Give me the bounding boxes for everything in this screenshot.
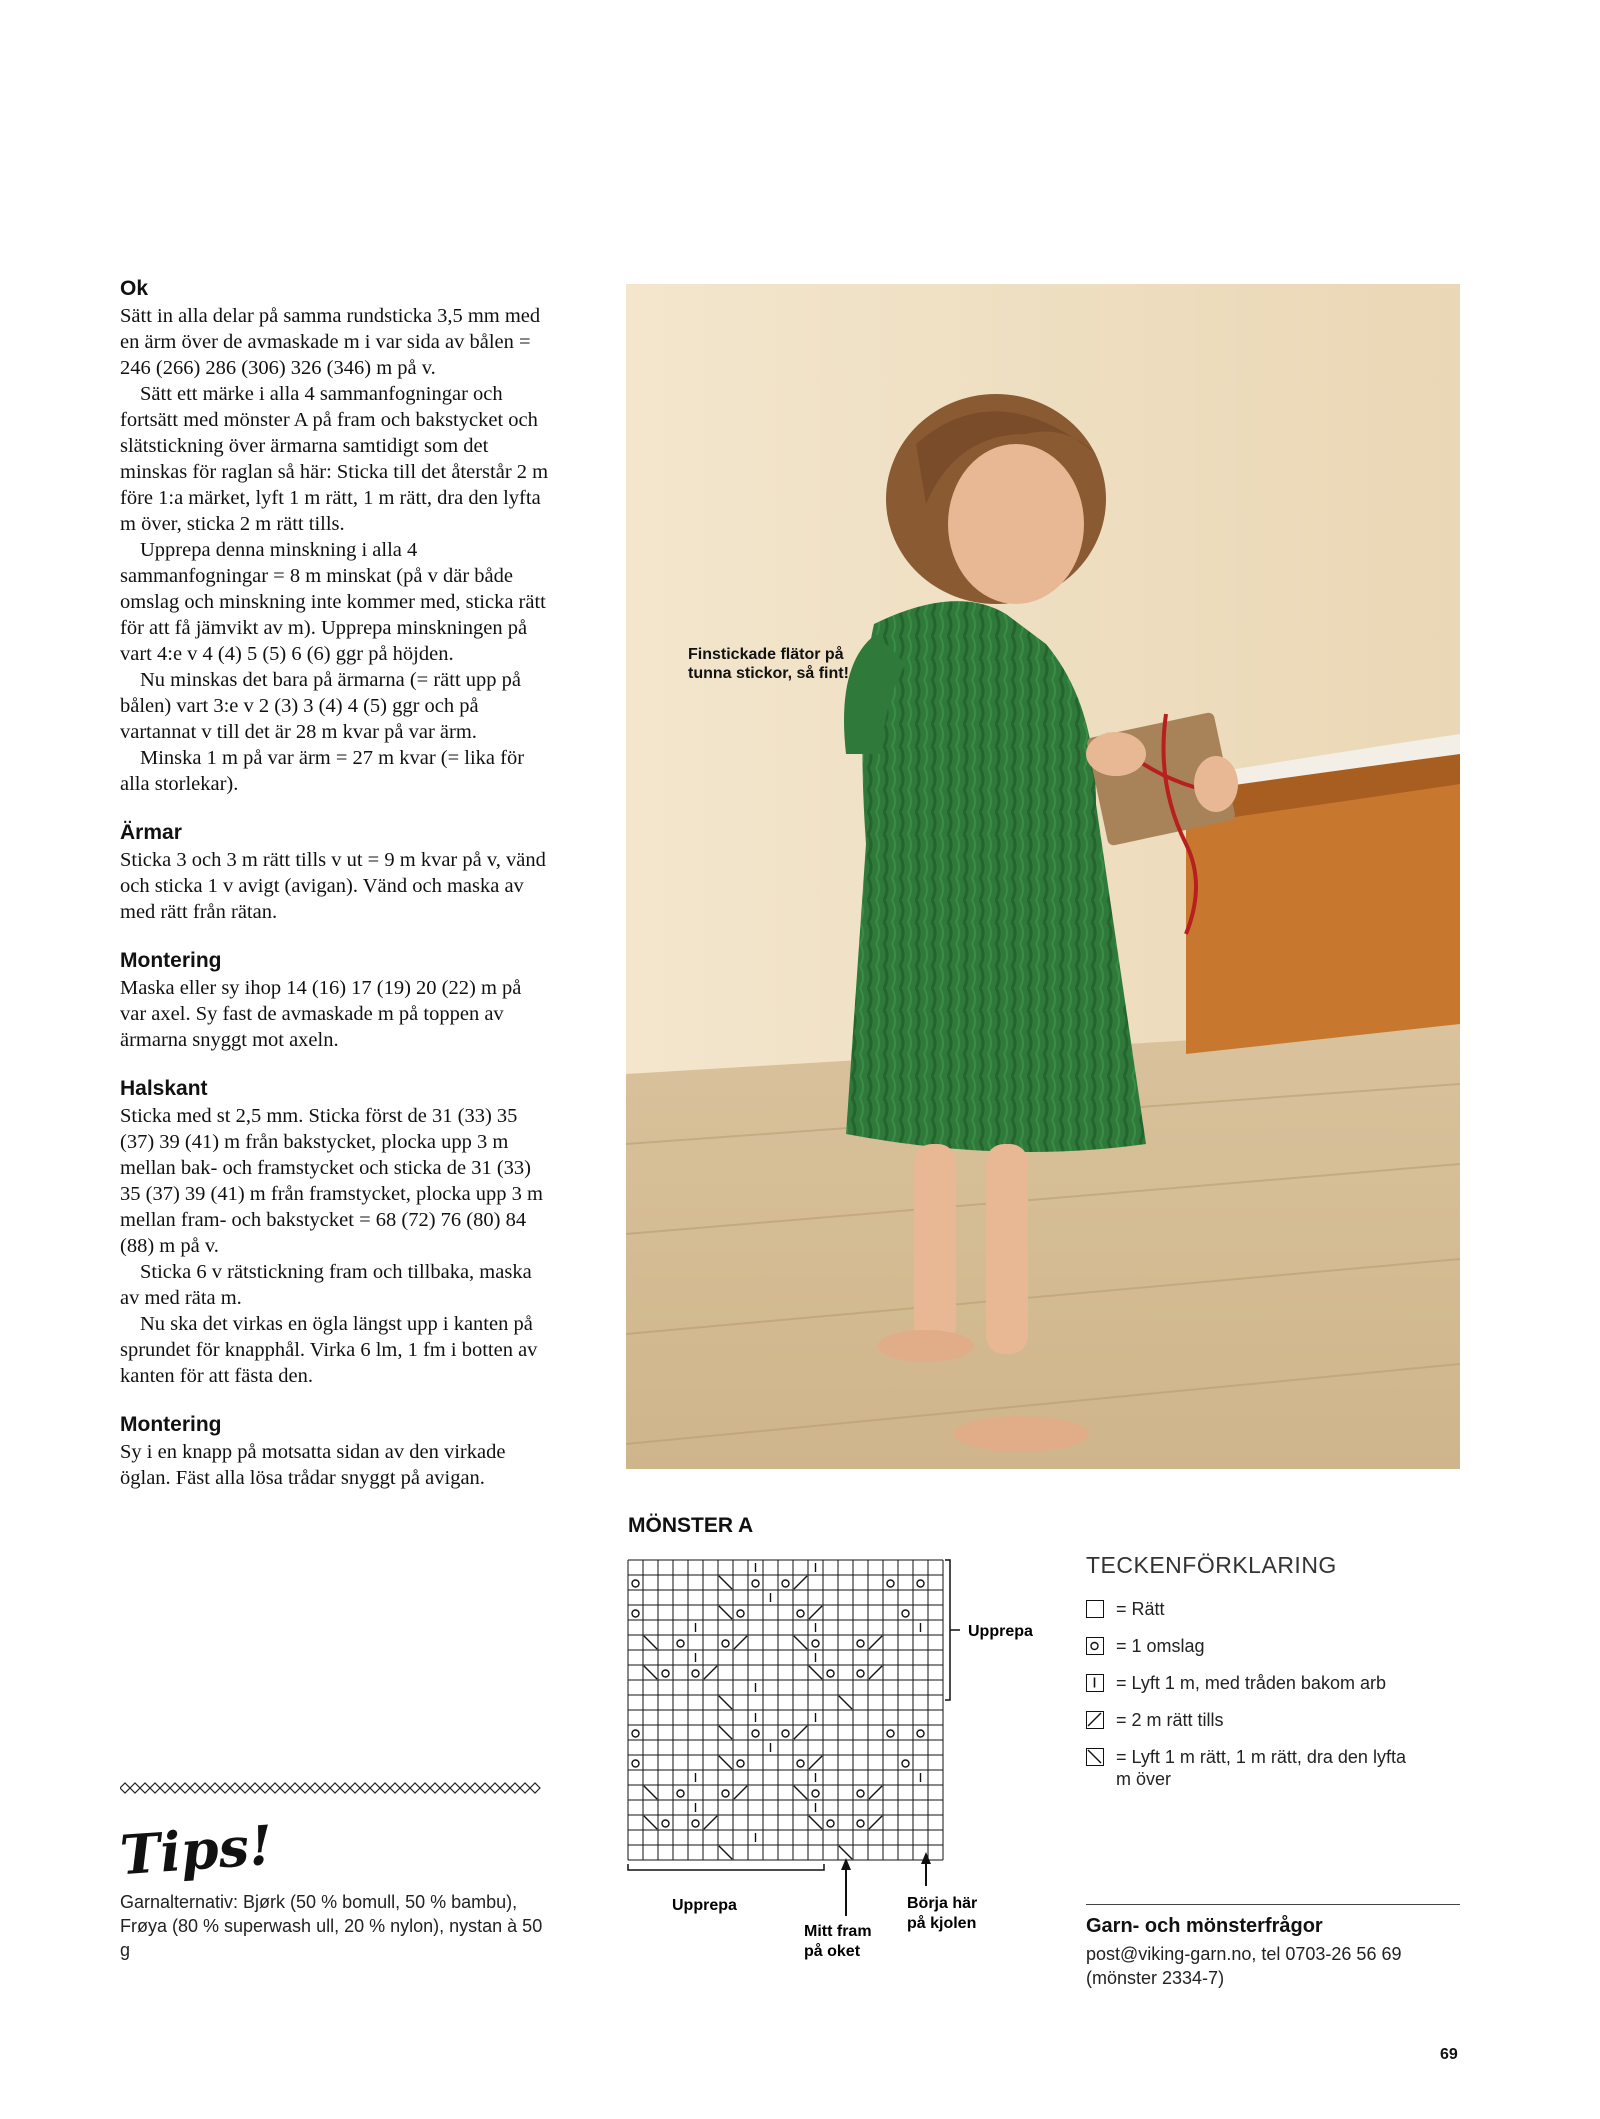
divider-diamond bbox=[190, 1783, 200, 1793]
divider-diamond bbox=[480, 1783, 490, 1793]
k2tog-symbol bbox=[794, 1726, 807, 1739]
legend-text: = Lyft 1 m rätt, 1 m rätt, dra den lyfta m över bbox=[1116, 1747, 1406, 1789]
skp-symbol bbox=[719, 1756, 732, 1769]
k2tog-symbol bbox=[869, 1816, 882, 1829]
divider-diamond bbox=[420, 1783, 430, 1793]
paragraph: Sticka 3 och 3 m rätt tills v ut = 9 m kvar på v, vänd och sticka 1 v avigt (avigan). Vänd och maska av med rätt från rätan. bbox=[120, 849, 546, 923]
label-borja-har-1: Börja här bbox=[907, 1895, 978, 1912]
yarn-over-symbol bbox=[857, 1820, 864, 1827]
divider-diamond bbox=[490, 1783, 500, 1793]
divider-diamond bbox=[460, 1783, 470, 1793]
bar-square-icon bbox=[1086, 1674, 1104, 1692]
yarn-over-symbol bbox=[917, 1730, 924, 1737]
legend-item-omslag bbox=[1086, 1635, 1406, 1657]
slash-square-icon bbox=[1086, 1711, 1104, 1729]
divider-diamond bbox=[370, 1783, 380, 1793]
divider-diamond bbox=[350, 1783, 360, 1793]
divider-diamond bbox=[260, 1783, 270, 1793]
skp-symbol bbox=[794, 1636, 807, 1649]
instructions-column bbox=[120, 275, 550, 1491]
page-number: 69 bbox=[1440, 2046, 1458, 2063]
contact-divider bbox=[1086, 1904, 1460, 1905]
divider-diamond bbox=[390, 1783, 400, 1793]
k2tog-symbol bbox=[809, 1756, 822, 1769]
yarn-over-symbol bbox=[812, 1640, 819, 1647]
yarn-over-symbol bbox=[917, 1580, 924, 1587]
label-upprepa-bottom: Upprepa bbox=[672, 1897, 737, 1914]
photo-caption: Finstickade flätor på tunna stickor, så fint! bbox=[688, 646, 849, 682]
yarn-over-symbol bbox=[662, 1670, 669, 1677]
label-upprepa-right: Upprepa bbox=[968, 1623, 1033, 1640]
legend-item-lyft-dra-over bbox=[1086, 1746, 1406, 1790]
k2tog-symbol bbox=[704, 1816, 717, 1829]
yarn-over-symbol bbox=[797, 1610, 804, 1617]
skp-symbol bbox=[719, 1846, 732, 1859]
yarn-over-symbol bbox=[857, 1670, 864, 1677]
divider-diamond bbox=[250, 1783, 260, 1793]
divider-diamond bbox=[270, 1783, 280, 1793]
skp-symbol bbox=[644, 1636, 657, 1649]
divider-diamond bbox=[130, 1783, 140, 1793]
section-title: Halskant bbox=[120, 1077, 208, 1100]
diamond-divider bbox=[120, 1781, 545, 1795]
paragraph: Sätt in alla delar på samma rundsticka 3,5 mm med en ärm över de avmaskade m i var sida av bålen = 246 (266) 286 (306) 326 (346) m på v. bbox=[120, 305, 541, 379]
section-armar bbox=[120, 819, 550, 925]
skp-symbol bbox=[719, 1576, 732, 1589]
skp-symbol bbox=[809, 1666, 822, 1679]
yarn-over-symbol bbox=[677, 1640, 684, 1647]
skp-symbol bbox=[839, 1846, 852, 1859]
divider-diamond bbox=[510, 1783, 520, 1793]
divider-diamond bbox=[280, 1783, 290, 1793]
yarn-over-symbol bbox=[632, 1610, 639, 1617]
paragraph: Sticka 6 v rätstickning fram och tillbaka, maska av med räta m. bbox=[120, 1261, 532, 1309]
yarn-over-symbol bbox=[902, 1610, 909, 1617]
legend-text: = 1 omslag bbox=[1116, 1636, 1205, 1656]
repeat-bracket-right bbox=[945, 1560, 950, 1700]
skp-symbol bbox=[644, 1786, 657, 1799]
yarn-over-symbol bbox=[887, 1730, 894, 1737]
divider-diamond bbox=[200, 1783, 210, 1793]
legend bbox=[1086, 1598, 1406, 1805]
divider-diamond bbox=[240, 1783, 250, 1793]
divider-diamond bbox=[470, 1783, 480, 1793]
section-halskant bbox=[120, 1075, 550, 1389]
k2tog-symbol bbox=[704, 1666, 717, 1679]
yarn-over-symbol bbox=[662, 1820, 669, 1827]
skp-symbol bbox=[839, 1696, 852, 1709]
yarn-over-symbol bbox=[752, 1730, 759, 1737]
yarn-over-symbol bbox=[632, 1730, 639, 1737]
paragraph: Maska eller sy ihop 14 (16) 17 (19) 20 (22) m på var axel. Sy fast de avmaskade m på toppen av ärmarna snyggt mot axeln. bbox=[120, 977, 522, 1051]
section-ok bbox=[120, 275, 550, 797]
paragraph: Sätt ett märke i alla 4 sammanfogningar och fortsätt med mönster A på fram och bakstycket och slätstickning över ärmarna samtidigt som det minskas för raglan så här: Sticka till det återstår 2 m före 1:a märket, lyft 1 m rätt, 1 m rätt, dra den lyfta m över, sticka 2 m rätt tills. bbox=[120, 383, 549, 535]
yarn-over-symbol bbox=[752, 1580, 759, 1587]
yarn-over-symbol bbox=[812, 1790, 819, 1797]
legend-item-ratt-tills bbox=[1086, 1709, 1406, 1731]
yarn-over-symbol bbox=[722, 1640, 729, 1647]
photo-girl-green-dress bbox=[626, 284, 1460, 1469]
divider-diamond bbox=[500, 1783, 510, 1793]
divider-diamond bbox=[340, 1783, 350, 1793]
contact-line: post@viking-garn.no, tel 0703-26 56 69 bbox=[1086, 1944, 1402, 1964]
divider-diamond bbox=[230, 1783, 240, 1793]
divider-diamond bbox=[520, 1783, 530, 1793]
section-title: Montering bbox=[120, 949, 222, 972]
chart-title: MÖNSTER A bbox=[628, 1514, 754, 1537]
yarn-over-symbol bbox=[782, 1730, 789, 1737]
skp-symbol bbox=[644, 1816, 657, 1829]
divider-diamond bbox=[530, 1783, 540, 1793]
yarn-over-symbol bbox=[737, 1610, 744, 1617]
knitting-chart bbox=[620, 1540, 1040, 1960]
paragraph: Sticka med st 2,5 mm. Sticka först de 31 (33) 35 (37) 39 (41) m från bakstycket, plocka upp 3 m mellan bak- och framstycket och sticka de 31 (33) 35 (37) 39 (41) m från framstycket, plocka upp 3 m mellan fram- och bakstycket = 68 (72) 76 (80) 84 (88) m på v. bbox=[120, 1105, 543, 1257]
yarn-over-symbol bbox=[827, 1820, 834, 1827]
tips-title: Tips! bbox=[117, 1812, 275, 1888]
yarn-over-symbol bbox=[737, 1760, 744, 1767]
legend-text: = 2 m rätt tills bbox=[1116, 1710, 1224, 1730]
section-title: Ok bbox=[120, 277, 149, 300]
yarn-over-symbol bbox=[632, 1760, 639, 1767]
legend-text: = Rätt bbox=[1116, 1599, 1165, 1619]
yarn-over-symbol bbox=[857, 1640, 864, 1647]
k2tog-symbol bbox=[734, 1786, 747, 1799]
label-mitt-fram-2: på oket bbox=[804, 1943, 861, 1960]
skp-symbol bbox=[719, 1726, 732, 1739]
k2tog-symbol bbox=[794, 1576, 807, 1589]
divider-diamond bbox=[380, 1783, 390, 1793]
divider-diamond bbox=[330, 1783, 340, 1793]
section-title: Montering bbox=[120, 1413, 222, 1436]
divider-diamond bbox=[140, 1783, 150, 1793]
divider-diamond bbox=[450, 1783, 460, 1793]
section-title: Ärmar bbox=[120, 821, 182, 844]
empty-square-icon bbox=[1086, 1600, 1104, 1618]
contact-block bbox=[1086, 1914, 1460, 1990]
divider-diamond bbox=[400, 1783, 410, 1793]
divider-diamond bbox=[430, 1783, 440, 1793]
k2tog-symbol bbox=[809, 1606, 822, 1619]
divider-diamond bbox=[410, 1783, 420, 1793]
paragraph: Upprepa denna minskning i alla 4 sammanfogningar = 8 m minskat (på v där både omslag och minskning inte kommer med, sticka rätt för att få jämvikt av m). Upprepa minskningen på vart 4:e v 4 (4) 5 (5) 6 (6) ggr på höjden. bbox=[120, 539, 546, 665]
divider-diamond bbox=[150, 1783, 160, 1793]
yarn-over-symbol bbox=[692, 1670, 699, 1677]
contact-pattern-number: (mönster 2334-7) bbox=[1086, 1968, 1225, 1988]
yarn-over-symbol bbox=[677, 1790, 684, 1797]
paragraph: Minska 1 m på var ärm = 27 m kvar (= lika för alla storlekar). bbox=[120, 747, 525, 795]
k2tog-symbol bbox=[869, 1786, 882, 1799]
label-mitt-fram-1: Mitt fram bbox=[804, 1923, 872, 1940]
divider-diamond bbox=[360, 1783, 370, 1793]
tips-text: Garnalternativ: Bjørk (50 % bomull, 50 % bambu), Frøya (80 % superwash ull, 20 % nylon), nystan à 50 g bbox=[120, 1892, 543, 1960]
skp-symbol bbox=[644, 1666, 657, 1679]
divider-diamond bbox=[220, 1783, 230, 1793]
skp-symbol bbox=[809, 1816, 822, 1829]
divider-diamond bbox=[170, 1783, 180, 1793]
yarn-over-symbol bbox=[887, 1580, 894, 1587]
k2tog-symbol bbox=[734, 1636, 747, 1649]
yarn-over-symbol bbox=[632, 1580, 639, 1587]
divider-diamond bbox=[300, 1783, 310, 1793]
yarn-over-symbol bbox=[902, 1760, 909, 1767]
contact-heading: Garn- och mönsterfrågor bbox=[1086, 1915, 1323, 1937]
divider-diamond bbox=[320, 1783, 330, 1793]
legend-item-ratt bbox=[1086, 1598, 1406, 1620]
yarn-over-symbol bbox=[827, 1670, 834, 1677]
legend-text: = Lyft 1 m, med tråden bakom arb bbox=[1116, 1673, 1386, 1693]
divider-diamond bbox=[160, 1783, 170, 1793]
paragraph: Sy i en knapp på motsatta sidan av den virkade öglan. Fäst alla lösa trådar snyggt på avigan. bbox=[120, 1441, 506, 1489]
yarn-over-symbol bbox=[722, 1790, 729, 1797]
section-montering-2 bbox=[120, 1411, 550, 1491]
k2tog-symbol bbox=[869, 1636, 882, 1649]
section-montering bbox=[120, 947, 550, 1053]
yarn-over-symbol bbox=[692, 1820, 699, 1827]
legend-title: TECKENFÖRKLARING bbox=[1086, 1552, 1337, 1578]
label-borja-har-2: på kjolen bbox=[907, 1915, 977, 1932]
divider-diamond bbox=[310, 1783, 320, 1793]
repeat-bracket-bottom bbox=[628, 1864, 824, 1870]
chart-grid bbox=[628, 1560, 943, 1860]
paragraph: Nu minskas det bara på ärmarna (= rätt upp på bålen) vart 3:e v 2 (3) 3 (4) 4 (5) ggr och på vartannat v till det är 28 m kvar på var ärm. bbox=[120, 669, 521, 743]
yarn-over-symbol bbox=[857, 1790, 864, 1797]
arrow-head-borja-har bbox=[921, 1852, 931, 1864]
skp-symbol bbox=[794, 1786, 807, 1799]
divider-diamond bbox=[180, 1783, 190, 1793]
paragraph: Nu ska det virkas en ögla längst upp i kanten på sprundet för knapphål. Virka 6 lm, 1 fm i botten av kanten för att fästa den. bbox=[120, 1313, 538, 1387]
divider-diamond bbox=[440, 1783, 450, 1793]
photo-illustration bbox=[626, 284, 1460, 1469]
yarn-over-symbol bbox=[782, 1580, 789, 1587]
skp-symbol bbox=[719, 1606, 732, 1619]
divider-diamond bbox=[210, 1783, 220, 1793]
divider-diamond bbox=[290, 1783, 300, 1793]
backslash-square-icon bbox=[1086, 1748, 1104, 1766]
divider-diamond bbox=[120, 1783, 130, 1793]
skp-symbol bbox=[719, 1696, 732, 1709]
k2tog-symbol bbox=[869, 1666, 882, 1679]
yarn-over-symbol bbox=[797, 1760, 804, 1767]
legend-item-lyft bbox=[1086, 1672, 1406, 1694]
circle-square-icon bbox=[1086, 1637, 1104, 1655]
